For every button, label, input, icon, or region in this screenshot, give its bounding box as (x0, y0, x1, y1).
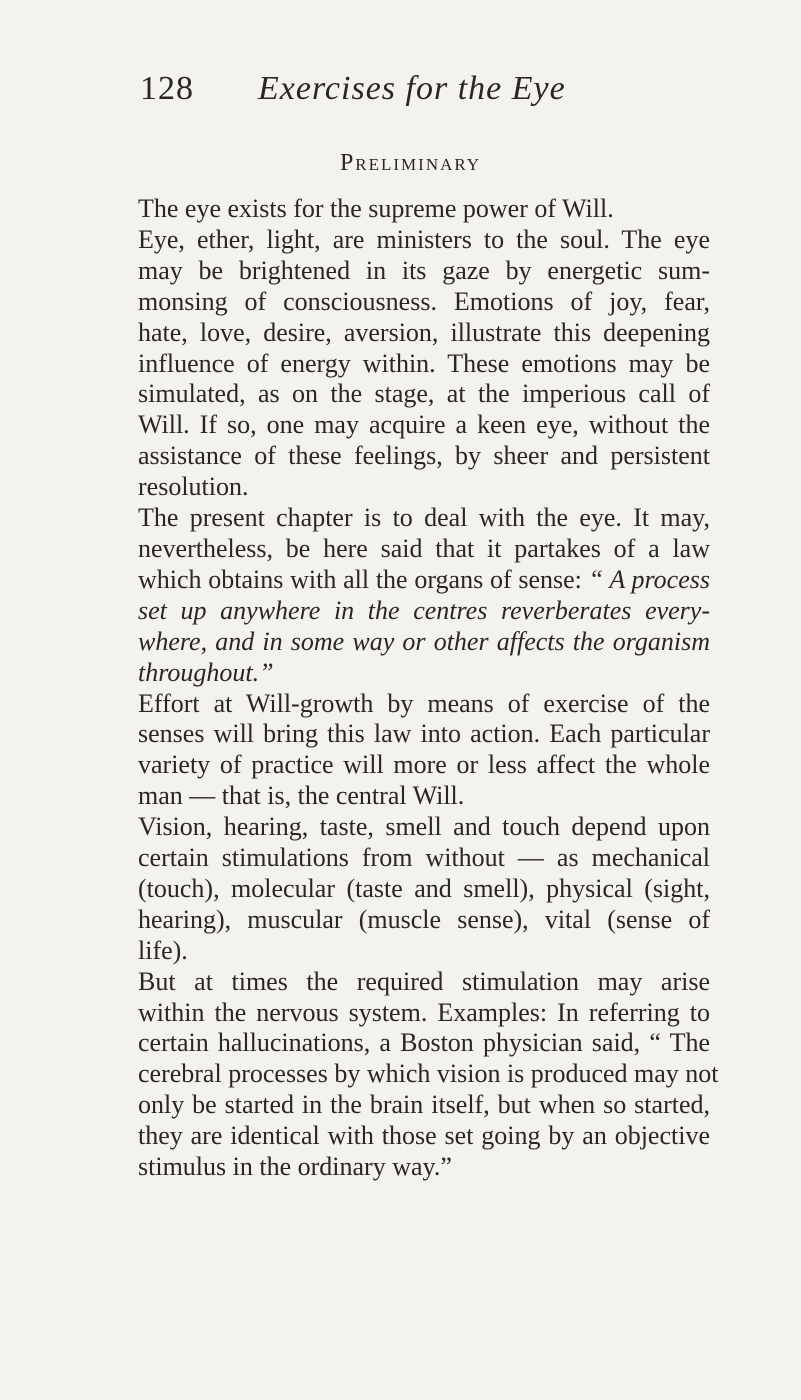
paragraph-5 (138, 812, 710, 967)
page-number: 128 (140, 70, 194, 107)
paragraph-6 (138, 966, 719, 1183)
paragraph-3 (138, 503, 710, 688)
text-line: nevertheless, be here said that it partakes of a law (138, 533, 710, 563)
quote-line: set up anywhere in the centres reverberates every- (138, 595, 710, 625)
body-text (138, 194, 719, 1183)
section-title: Preliminary (339, 150, 482, 176)
text-line: variety of practice will more or less affect the whole (138, 750, 710, 780)
text-line: stimulus in the ordinary way.” (138, 1152, 452, 1182)
text-line: The present chapter is to deal with the eye. It may, (138, 503, 710, 533)
text-line: Eye, ether, light, are ministers to the soul. The eye (138, 224, 710, 254)
text-line: senses will bring this law into action. Each particular (138, 719, 710, 749)
text-line: hearing), muscular (muscle sense), vital (sense of (138, 904, 710, 934)
text-line: assistance of these feelings, by sheer and persistent (138, 441, 710, 471)
text-line: hate, love, desire, aversion, illustrate this deepening (138, 317, 710, 347)
quote-line: throughout.” (138, 657, 274, 687)
paragraph-4 (138, 689, 710, 813)
text-line: man — that is, the central Will. (138, 781, 465, 811)
text-line: cerebral processes by which vision is produced may not (138, 1059, 719, 1089)
text-line: Will. If so, one may acquire a keen eye, without the (138, 410, 710, 440)
text-line: influence of energy within. These emotions may be (138, 348, 710, 378)
text-line: life). (138, 935, 188, 965)
text-line: But at times the required stimulation may arise (138, 966, 710, 996)
paragraph-2 (138, 225, 710, 503)
paragraph-1 (138, 194, 710, 225)
text-line: resolution. (138, 472, 249, 502)
text-line: The eye exists for the supreme power of Will. (138, 194, 614, 223)
text-line: certain stimulations from without — as mechanical (138, 843, 710, 873)
text-line: monsing of consciousness. Emotions of joy, fear, (138, 286, 710, 316)
text-line: certain hallucinations, a Boston physician said, “ The (138, 1028, 710, 1058)
text-line-with-quote (138, 565, 710, 596)
quote-line: where, and in some way or other affects the organism (138, 626, 710, 656)
running-title: Exercises for the Eye (258, 70, 566, 107)
quote-segment: “ A process (588, 564, 711, 594)
text-line: they are identical with those set going by an objective (138, 1121, 710, 1151)
text-line: only be started in the brain itself, but when so started, (138, 1090, 710, 1120)
text-line: simulated, as on the stage, at the imperious call of (138, 379, 710, 409)
text-line: Vision, hearing, taste, smell and touch depend upon (138, 812, 710, 842)
text-line: (touch), molecular (taste and smell), physical (sight, (138, 873, 710, 903)
text-line: may be brightened in its gaze by energetic sum- (138, 255, 710, 285)
text-line: Effort at Will-growth by means of exercise of the (138, 688, 710, 718)
text-segment: which obtains with all the organs of sense: (138, 564, 582, 594)
text-line: within the nervous system. Examples: In referring to (138, 997, 710, 1027)
running-head (140, 70, 700, 120)
